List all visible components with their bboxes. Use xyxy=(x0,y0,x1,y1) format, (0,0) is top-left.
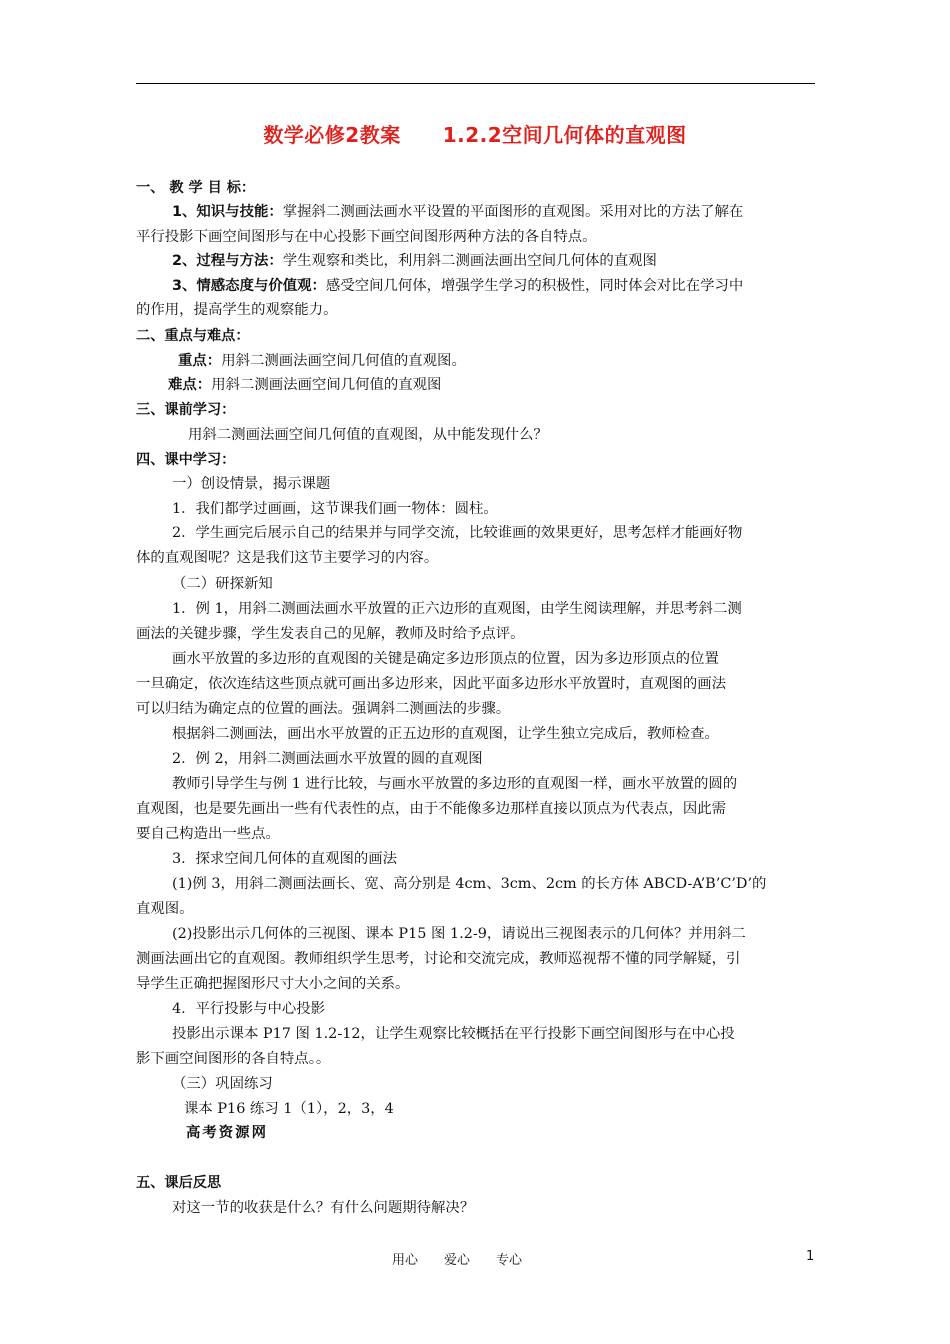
paragraph-line: 3．探求空间几何体的直观图的画法 xyxy=(172,851,398,867)
paragraph-line: 直观图。 xyxy=(136,901,194,917)
paragraph-line: 画水平放置的多边形的直观图的关键是确定多边形顶点的位置，因为多边形顶点的位置 xyxy=(172,651,719,667)
paragraph-line: (1)例 3，用斜二测画法画长、宽、高分别是 4cm、3cm、2cm 的长方体 ABCD-A’B’C’D’的 xyxy=(172,876,767,892)
paragraph-line: 画法的关键步骤，学生发表自己的见解，教师及时给予点评。 xyxy=(136,626,525,642)
paragraph-line: (2)投影出示几何体的三视图、课本 P15 图 1.2-9，请说出三视图表示的几何体？并用斜二 xyxy=(172,926,746,942)
motto-word: 爱心 xyxy=(444,1253,471,1268)
paragraph-line: 影下画空间图形的各自特点。。 xyxy=(136,1051,331,1067)
paragraph-line: 测画法画出它的直观图。教师组织学生思考，讨论和交流完成，教师巡视帮不懂的同学解疑，引 xyxy=(136,951,741,967)
paragraph-line: 直观图，也是要先画出一些有代表性的点，由于不能像多边那样直接以顶点为代表点，因此需 xyxy=(136,801,727,817)
paragraph-line: 体的直观图呢？这是我们这节主要学习的内容。 xyxy=(136,550,439,566)
paragraph-line: 可以归结为确定点的位置的画法。强调斜二测画法的步骤。 xyxy=(136,701,511,717)
title-left: 数学必修2教案 xyxy=(263,123,401,147)
objective-process: 2、过程与方法：学生观察和类比，利用斜二测画法画出空间几何体的直观图 xyxy=(172,253,657,269)
difficult-point: 难点：用斜二测画法画空间几何值的直观图 xyxy=(168,377,442,393)
paragraph-line: 根据斜二测画法，画出水平放置的正五边形的直观图，让学生独立完成后，教师检查。 xyxy=(172,726,719,742)
key-point: 重点：用斜二测画法画空间几何值的直观图。 xyxy=(178,353,466,369)
reflection-text: 对这一节的收获是什么？有什么问题期待解决？ xyxy=(172,1200,475,1216)
paragraph-line: （二）研探新知 xyxy=(172,576,273,592)
motto-word: 专心 xyxy=(496,1253,523,1268)
paragraph-line: 投影出示课本 P17 图 1.2-12，让学生观察比较概括在平行投影下画空间图形与在中心投 xyxy=(172,1026,735,1042)
paragraph-line: （三）巩固练习 xyxy=(172,1076,273,1092)
section3-heading: 三、课前学习： xyxy=(136,402,236,418)
motto-word: 用心 xyxy=(392,1253,419,1268)
section2-heading: 二、重点与难点： xyxy=(136,328,250,344)
paragraph-line: 课本 P16 练习 1（1），2，3，4 xyxy=(184,1101,394,1117)
paragraph-line: 一旦确定，依次连结这些顶点就可画出多边形来，因此平面多边形水平放置时，直观图的画法 xyxy=(136,676,727,692)
paragraph-line: 导学生正确把握图形尺寸大小之间的关系。 xyxy=(136,976,410,992)
section4-heading: 四、课中学习： xyxy=(136,452,236,468)
paragraph-line: 一）创设情景，揭示课题 xyxy=(172,476,331,492)
paragraph-line: 教师引导学生与例 1 进行比较，与画水平放置的多边形的直观图一样，画水平放置的圆的 xyxy=(172,776,738,792)
prestudy-text: 用斜二测画法画空间几何值的直观图，从中能发现什么？ xyxy=(188,427,548,443)
paragraph-line: 1．例 1，用斜二测画法画水平放置的正六边形的直观图，由学生阅读理解，并思考斜二测 xyxy=(172,601,742,617)
objective-knowledge: 1、知识与技能：掌握斜二测画法画水平设置的平面图形的直观图。采用对比的方法了解在 xyxy=(172,204,744,220)
page-number: 1 xyxy=(806,1249,815,1264)
section5-heading: 五、课后反思 xyxy=(136,1175,222,1191)
header-rule xyxy=(136,83,815,84)
page-title xyxy=(0,119,950,148)
objective-emotion-cont: 的作用，提高学生的观察能力。 xyxy=(136,302,338,318)
objective-knowledge-cont: 平行投影下画空间图形与在中心投影下画空间图形两种方法的各自特点。 xyxy=(136,229,597,245)
source-label: 高考资源网 xyxy=(186,1125,268,1141)
objective-emotion: 3、情感态度与价值观：感受空间几何体，增强学生学习的积极性，同时体会对比在学习中 xyxy=(172,278,744,294)
paragraph-line: 2．学生画完后展示自己的结果并与同学交流，比较谁画的效果更好，思考怎样才能画好物 xyxy=(172,525,743,541)
title-right: 1.2.2空间几何体的直观图 xyxy=(442,123,687,147)
paragraph-line: 2．例 2，用斜二测画法画水平放置的圆的直观图 xyxy=(172,751,483,767)
paragraph-line: 4．平行投影与中心投影 xyxy=(172,1001,326,1017)
paragraph-line: 1．我们都学过画画，这节课我们画一物体：圆柱。 xyxy=(172,501,498,517)
paragraph-line: 要自己构造出一些点。 xyxy=(136,826,280,842)
footer-motto xyxy=(392,1249,548,1268)
section1-heading: 一、 教 学 目 标： xyxy=(136,180,256,196)
